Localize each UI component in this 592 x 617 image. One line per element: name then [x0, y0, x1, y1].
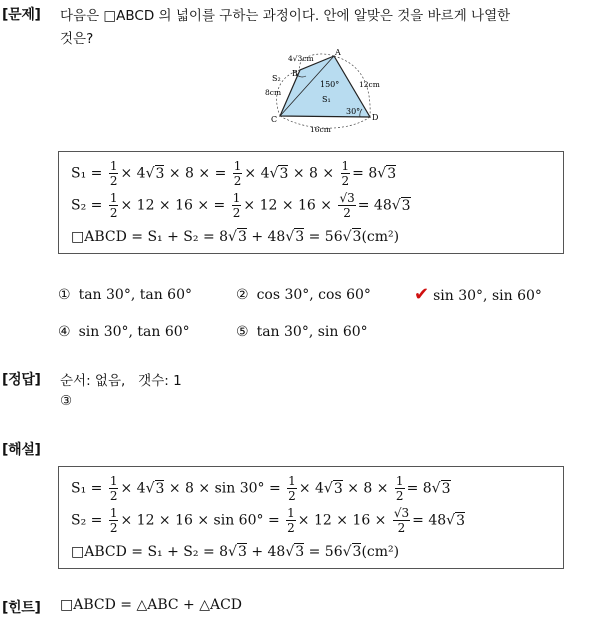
angle-d: 30° [346, 107, 361, 116]
answer-tag: [정답] [2, 372, 41, 388]
option-3[interactable]: ✔ sin 30°, sin 60° [414, 284, 542, 305]
option-4[interactable]: ④ sin 30°, tan 60° [58, 324, 190, 340]
vertex-b: B [292, 69, 298, 78]
hint-text: □ABCD = △ABC + △ACD [60, 597, 243, 613]
problem-box [58, 151, 564, 254]
explanation-row-total: □ABCD = S₁ + S₂ = 8√3 + 48√3 = 56√3(cm²) [71, 544, 400, 560]
explanation-tag: [해설] [2, 442, 41, 458]
region-s2: S₂ [272, 74, 281, 83]
problem-row-s1: S₁ = $\frac{1}{2}$ × 4√3 × 8 × = $\frac{1}{2}$ × 4√3 × 8 × $\frac{1}{2}$ = 8√3 [71, 159, 397, 188]
question-tag: [문제] [2, 7, 41, 23]
explanation-box [58, 466, 564, 569]
region-s1: S₁ [322, 95, 331, 104]
option-1[interactable]: ① tan 30°, tan 60° [58, 287, 192, 303]
length-cd: 16cm [310, 125, 331, 134]
hint-tag: [힌트] [2, 600, 41, 616]
answer-value: ③ [60, 393, 73, 409]
answer-meta: 순서: 없음, 갯수: 1 [60, 373, 182, 389]
angle-b: 150° [320, 80, 340, 89]
problem-row-total: □ABCD = S₁ + S₂ = 8√3 + 48√3 = 56√3(cm²) [71, 229, 400, 245]
vertex-c: C [271, 115, 278, 124]
length-ab: 4√3cm [288, 54, 314, 63]
option-5[interactable]: ⑤ tan 30°, sin 60° [236, 324, 368, 340]
check-mark-icon: ✔ [414, 284, 430, 305]
explanation-row-s2: S₂ = $\frac{1}{2}$ × 12 × 16 × sin 60° = $\frac{1}{2}$ × 12 × 16 × $\frac{√3}{2}$ = 48√3 [71, 506, 465, 535]
vertex-d: D [372, 113, 379, 122]
problem-row-s2: S₂ = $\frac{1}{2}$ × 12 × 16 × = $\frac{1}{2}$ × 12 × 16 × $\frac{√3}{2}$ = 48√3 [71, 191, 411, 220]
question-text-line2: 것은? [60, 31, 94, 47]
length-bc: 8cm [265, 88, 282, 97]
length-ad: 12cm [359, 80, 380, 89]
question-text-line1: 다음은 □ABCD 의 넓이를 구하는 과정이다. 안에 알맞은 것을 바르게 나열한 [60, 8, 511, 24]
vertex-a: A [335, 48, 341, 57]
option-2[interactable]: ② cos 30°, cos 60° [236, 287, 371, 303]
explanation-row-s1: S₁ = $\frac{1}{2}$ × 4√3 × 8 × sin 30° = $\frac{1}{2}$ × 4√3 × 8 × $\frac{1}{2}$ = 8√3 [71, 474, 451, 503]
quadrilateral-figure [258, 46, 393, 138]
